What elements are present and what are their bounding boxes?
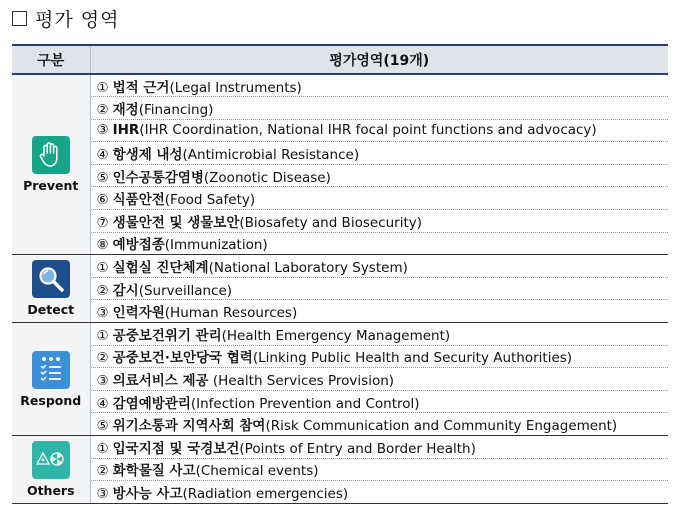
- item-english-name: (Food Safety): [164, 192, 256, 209]
- item-korean-name: 감염예방관리: [112, 395, 191, 412]
- table-row: [12, 368, 668, 391]
- item-english-name: (Immunization): [164, 237, 268, 254]
- area-item: [90, 481, 668, 504]
- item-korean-name: IHR: [112, 122, 140, 139]
- section-heading: [12, 4, 119, 32]
- item-korean-name: 법적 근거: [112, 79, 170, 96]
- item-korean-name: 감시: [112, 282, 139, 299]
- section-heading-text: 평가 영역: [35, 8, 120, 31]
- table-row: [12, 345, 668, 368]
- table-row: [12, 255, 668, 278]
- area-item: [90, 164, 668, 187]
- item-english-name: (Chemical events): [195, 463, 319, 480]
- area-item: [90, 232, 668, 255]
- item-english-name: (National Laboratory System): [208, 260, 408, 277]
- category-label: Others: [26, 482, 75, 498]
- area-item: [90, 277, 668, 300]
- table-row: [12, 481, 668, 504]
- item-korean-name: 식품안전: [112, 192, 165, 209]
- item-english-name: (Antimicrobial Resistance): [182, 147, 360, 164]
- checklist-icon: [32, 351, 70, 389]
- item-number: ⑥: [96, 192, 109, 209]
- item-number: ⑦: [96, 214, 109, 231]
- item-english-name: (Financing): [138, 101, 214, 118]
- area-item: [90, 323, 668, 346]
- item-number: ⑤: [96, 169, 109, 186]
- table-row: [12, 187, 668, 210]
- item-korean-name: 생물안전 및 생물보안: [112, 214, 240, 231]
- item-number: ①: [96, 327, 109, 344]
- table-row: [12, 119, 668, 142]
- item-english-name: (Health Emergency Management): [221, 327, 451, 344]
- area-item: [90, 74, 668, 97]
- area-item: [90, 390, 668, 413]
- area-item: [90, 210, 668, 233]
- checkbox-square-icon: [12, 11, 27, 26]
- table-row: [12, 458, 668, 481]
- category-cell-others: [12, 436, 90, 504]
- item-number: ③: [96, 305, 109, 322]
- table-row: [12, 436, 668, 459]
- item-korean-name: 방사능 사고: [112, 485, 183, 502]
- header-category: 구분: [12, 45, 90, 74]
- category-label: Respond: [20, 392, 82, 408]
- area-item: [90, 187, 668, 210]
- item-english-name: (Linking Public Health and Security Authorities): [252, 350, 573, 367]
- item-korean-name: 의료서비스 제공: [112, 373, 209, 390]
- item-korean-name: 입국지점 및 국경보건: [112, 440, 240, 457]
- table-row: [12, 210, 668, 233]
- table-row: [12, 232, 668, 255]
- item-number: ①: [96, 260, 109, 277]
- item-korean-name: 실험실 진단체계: [112, 260, 209, 277]
- hazard-symbols-icon: [32, 441, 70, 479]
- category-label: Detect: [27, 302, 75, 318]
- item-number: ③: [96, 485, 109, 502]
- table-row: [12, 323, 668, 346]
- area-item: [90, 368, 668, 391]
- item-korean-name: 예방접종: [112, 237, 165, 254]
- item-english-name: (Points of Entry and Border Health): [239, 440, 476, 457]
- item-english-name: (Human Resources): [164, 305, 298, 322]
- table-row: [12, 142, 668, 165]
- item-number: ⑤: [96, 418, 109, 435]
- area-item: [90, 119, 668, 142]
- hand-stop-icon: [32, 136, 70, 174]
- table-row: [12, 390, 668, 413]
- category-cell-respond: [12, 323, 90, 436]
- item-english-name: (Infection Prevention and Control): [190, 395, 420, 412]
- item-korean-name: 인수공통감염병: [112, 169, 204, 186]
- header-area: 평가영역(19개): [90, 45, 668, 74]
- magnifier-icon: [32, 260, 70, 298]
- item-english-name: (Radiation emergencies): [182, 485, 349, 502]
- item-korean-name: 공중보건·보안당국 협력: [112, 350, 253, 367]
- item-number: ②: [96, 463, 109, 480]
- table-row: [12, 277, 668, 300]
- item-number: ⑧: [96, 237, 109, 254]
- item-korean-name: 공중보건위기 관리: [112, 327, 222, 344]
- area-item: [90, 97, 668, 120]
- item-english-name: (Risk Communication and Community Engagement): [265, 418, 618, 435]
- area-item: [90, 142, 668, 165]
- area-item: [90, 413, 668, 436]
- table-row: [12, 97, 668, 120]
- item-english-name: (Biosafety and Biosecurity): [239, 214, 422, 231]
- table-header-row: [12, 45, 668, 74]
- item-number: ③: [96, 122, 109, 139]
- table-row: [12, 164, 668, 187]
- item-english-name: (Legal Instruments): [169, 79, 302, 96]
- category-label: Prevent: [23, 178, 79, 194]
- evaluation-areas-table: [12, 44, 668, 504]
- item-number: ②: [96, 282, 109, 299]
- area-item: [90, 300, 668, 323]
- table-body: [12, 74, 668, 503]
- area-item: [90, 436, 668, 459]
- item-korean-name: 인력자원: [112, 305, 165, 322]
- area-item: [90, 345, 668, 368]
- item-english-name: (IHR Coordination, National IHR focal point functions and advocacy): [139, 122, 597, 139]
- item-korean-name: 화학물질 사고: [112, 463, 196, 480]
- area-item: [90, 255, 668, 278]
- item-number: ③: [96, 373, 109, 390]
- table-row: [12, 413, 668, 436]
- item-korean-name: 위기소통과 지역사회 참여: [112, 418, 266, 435]
- table-row: [12, 74, 668, 97]
- category-cell-prevent: [12, 74, 90, 255]
- item-number: ②: [96, 350, 109, 367]
- item-number: ①: [96, 440, 109, 457]
- category-cell-detect: [12, 255, 90, 323]
- item-number: ④: [96, 147, 109, 164]
- item-english-name: (Health Services Provision): [208, 373, 395, 390]
- item-korean-name: 항생제 내성: [112, 147, 183, 164]
- item-english-name: (Zoonotic Disease): [203, 169, 331, 186]
- item-korean-name: 재정: [112, 101, 139, 118]
- item-number: ②: [96, 101, 109, 118]
- item-number: ①: [96, 79, 109, 96]
- item-english-name: (Surveillance): [138, 282, 233, 299]
- table-row: [12, 300, 668, 323]
- area-item: [90, 458, 668, 481]
- item-number: ④: [96, 395, 109, 412]
